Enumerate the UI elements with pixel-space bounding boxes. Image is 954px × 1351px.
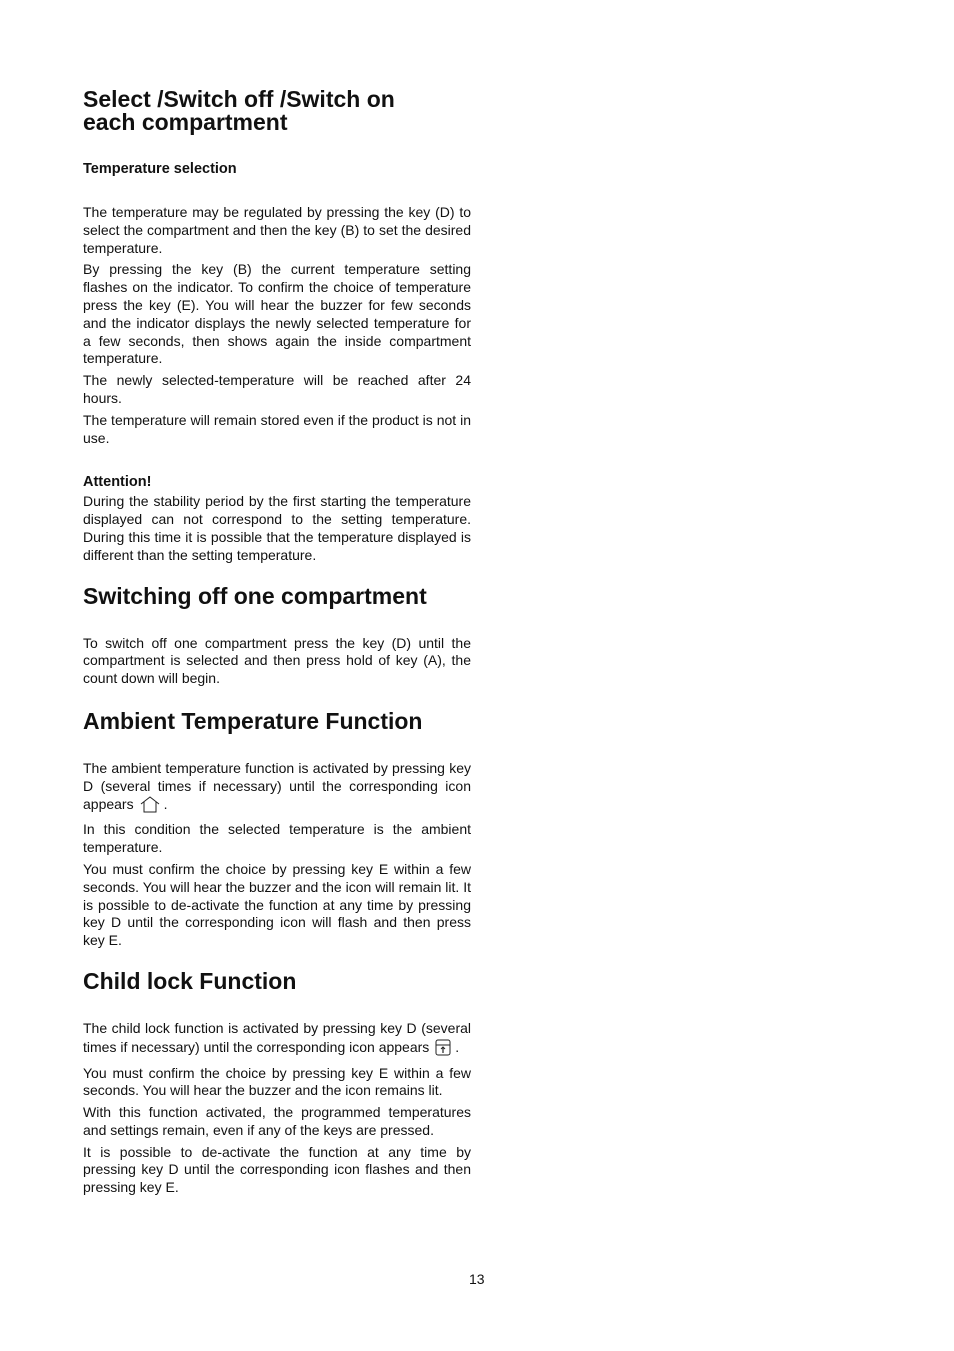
section-title-child-lock: Child lock Function <box>83 967 297 994</box>
paragraph: In this condition the selected temperature is the ambient temperature. <box>83 821 471 856</box>
temperature-selection-heading: Temperature selection <box>83 161 237 177</box>
section-title-switching-off: Switching off one compartment <box>83 582 427 609</box>
paragraph: To switch off one compartment press the key (D) until the compartment is selected and then press hold of key (A), the count down will begin. <box>83 634 471 687</box>
paragraph: The temperature may be regulated by pressing the key (D) to select the compartment and then the key (B) to set the desired temperature. <box>83 204 471 256</box>
paragraph: With this function activated, the programmed temperatures and settings remain, even if any of the keys are pressed. <box>83 1104 471 1138</box>
paragraph-text: . <box>455 1038 460 1055</box>
paragraph <box>83 1020 471 1061</box>
paragraph: You must confirm the choice by pressing key E within a few seconds. You will hear the buzzer and the icon will remain lit. It is possible to de-activate the function at any time by pressing key D until the corresponding icon will flash and then press key E. <box>83 860 471 949</box>
section-title-select-switch <box>83 88 471 134</box>
paragraph: The newly selected-temperature will be reached after 24 hours. <box>83 372 471 406</box>
house-icon <box>140 796 160 818</box>
paragraph-text: The child lock function is activated by pressing key D (several times if necessary) until the corresponding icon appears <box>83 1019 471 1055</box>
page-number: 13 <box>469 1271 485 1287</box>
paragraph-text: . <box>163 795 168 812</box>
title-line-1: Select /Switch off /Switch on <box>83 86 395 112</box>
attention-paragraph: During the stability period by the first starting the temperature displayed can not correspond to the setting temperature. During this time it is possible that the temperature displayed is different than the setting temperature. <box>83 493 471 563</box>
paragraph: The temperature will remain stored even if the product is not in use. <box>83 411 471 446</box>
paragraph: You must confirm the choice by pressing key E within a few seconds. You will hear the buzzer and the icon remains lit. <box>83 1064 471 1099</box>
child-lock-icon <box>435 1038 451 1061</box>
page-content <box>83 88 471 1197</box>
paragraph: It is possible to de-activate the function at any time by pressing key D until the corresponding icon flashes and then pressing key E. <box>83 1143 471 1196</box>
paragraph: By pressing the key (B) the current temperature setting flashes on the indicator. To confirm the choice of temperature press the key (E). You will hear the buzzer for few seconds and the indicator displays the newly selected temperature for a few seconds, then shows again the inside compartment temperature. <box>83 261 471 367</box>
attention-heading: Attention! <box>83 474 152 491</box>
title-line-2: each compartment <box>83 109 288 135</box>
section-title-ambient-temperature: Ambient Temperature Function <box>83 707 423 734</box>
paragraph-text: The ambient temperature function is activated by pressing key D (several times if necessary) until the corresponding icon appears <box>83 759 471 812</box>
paragraph <box>83 760 471 817</box>
